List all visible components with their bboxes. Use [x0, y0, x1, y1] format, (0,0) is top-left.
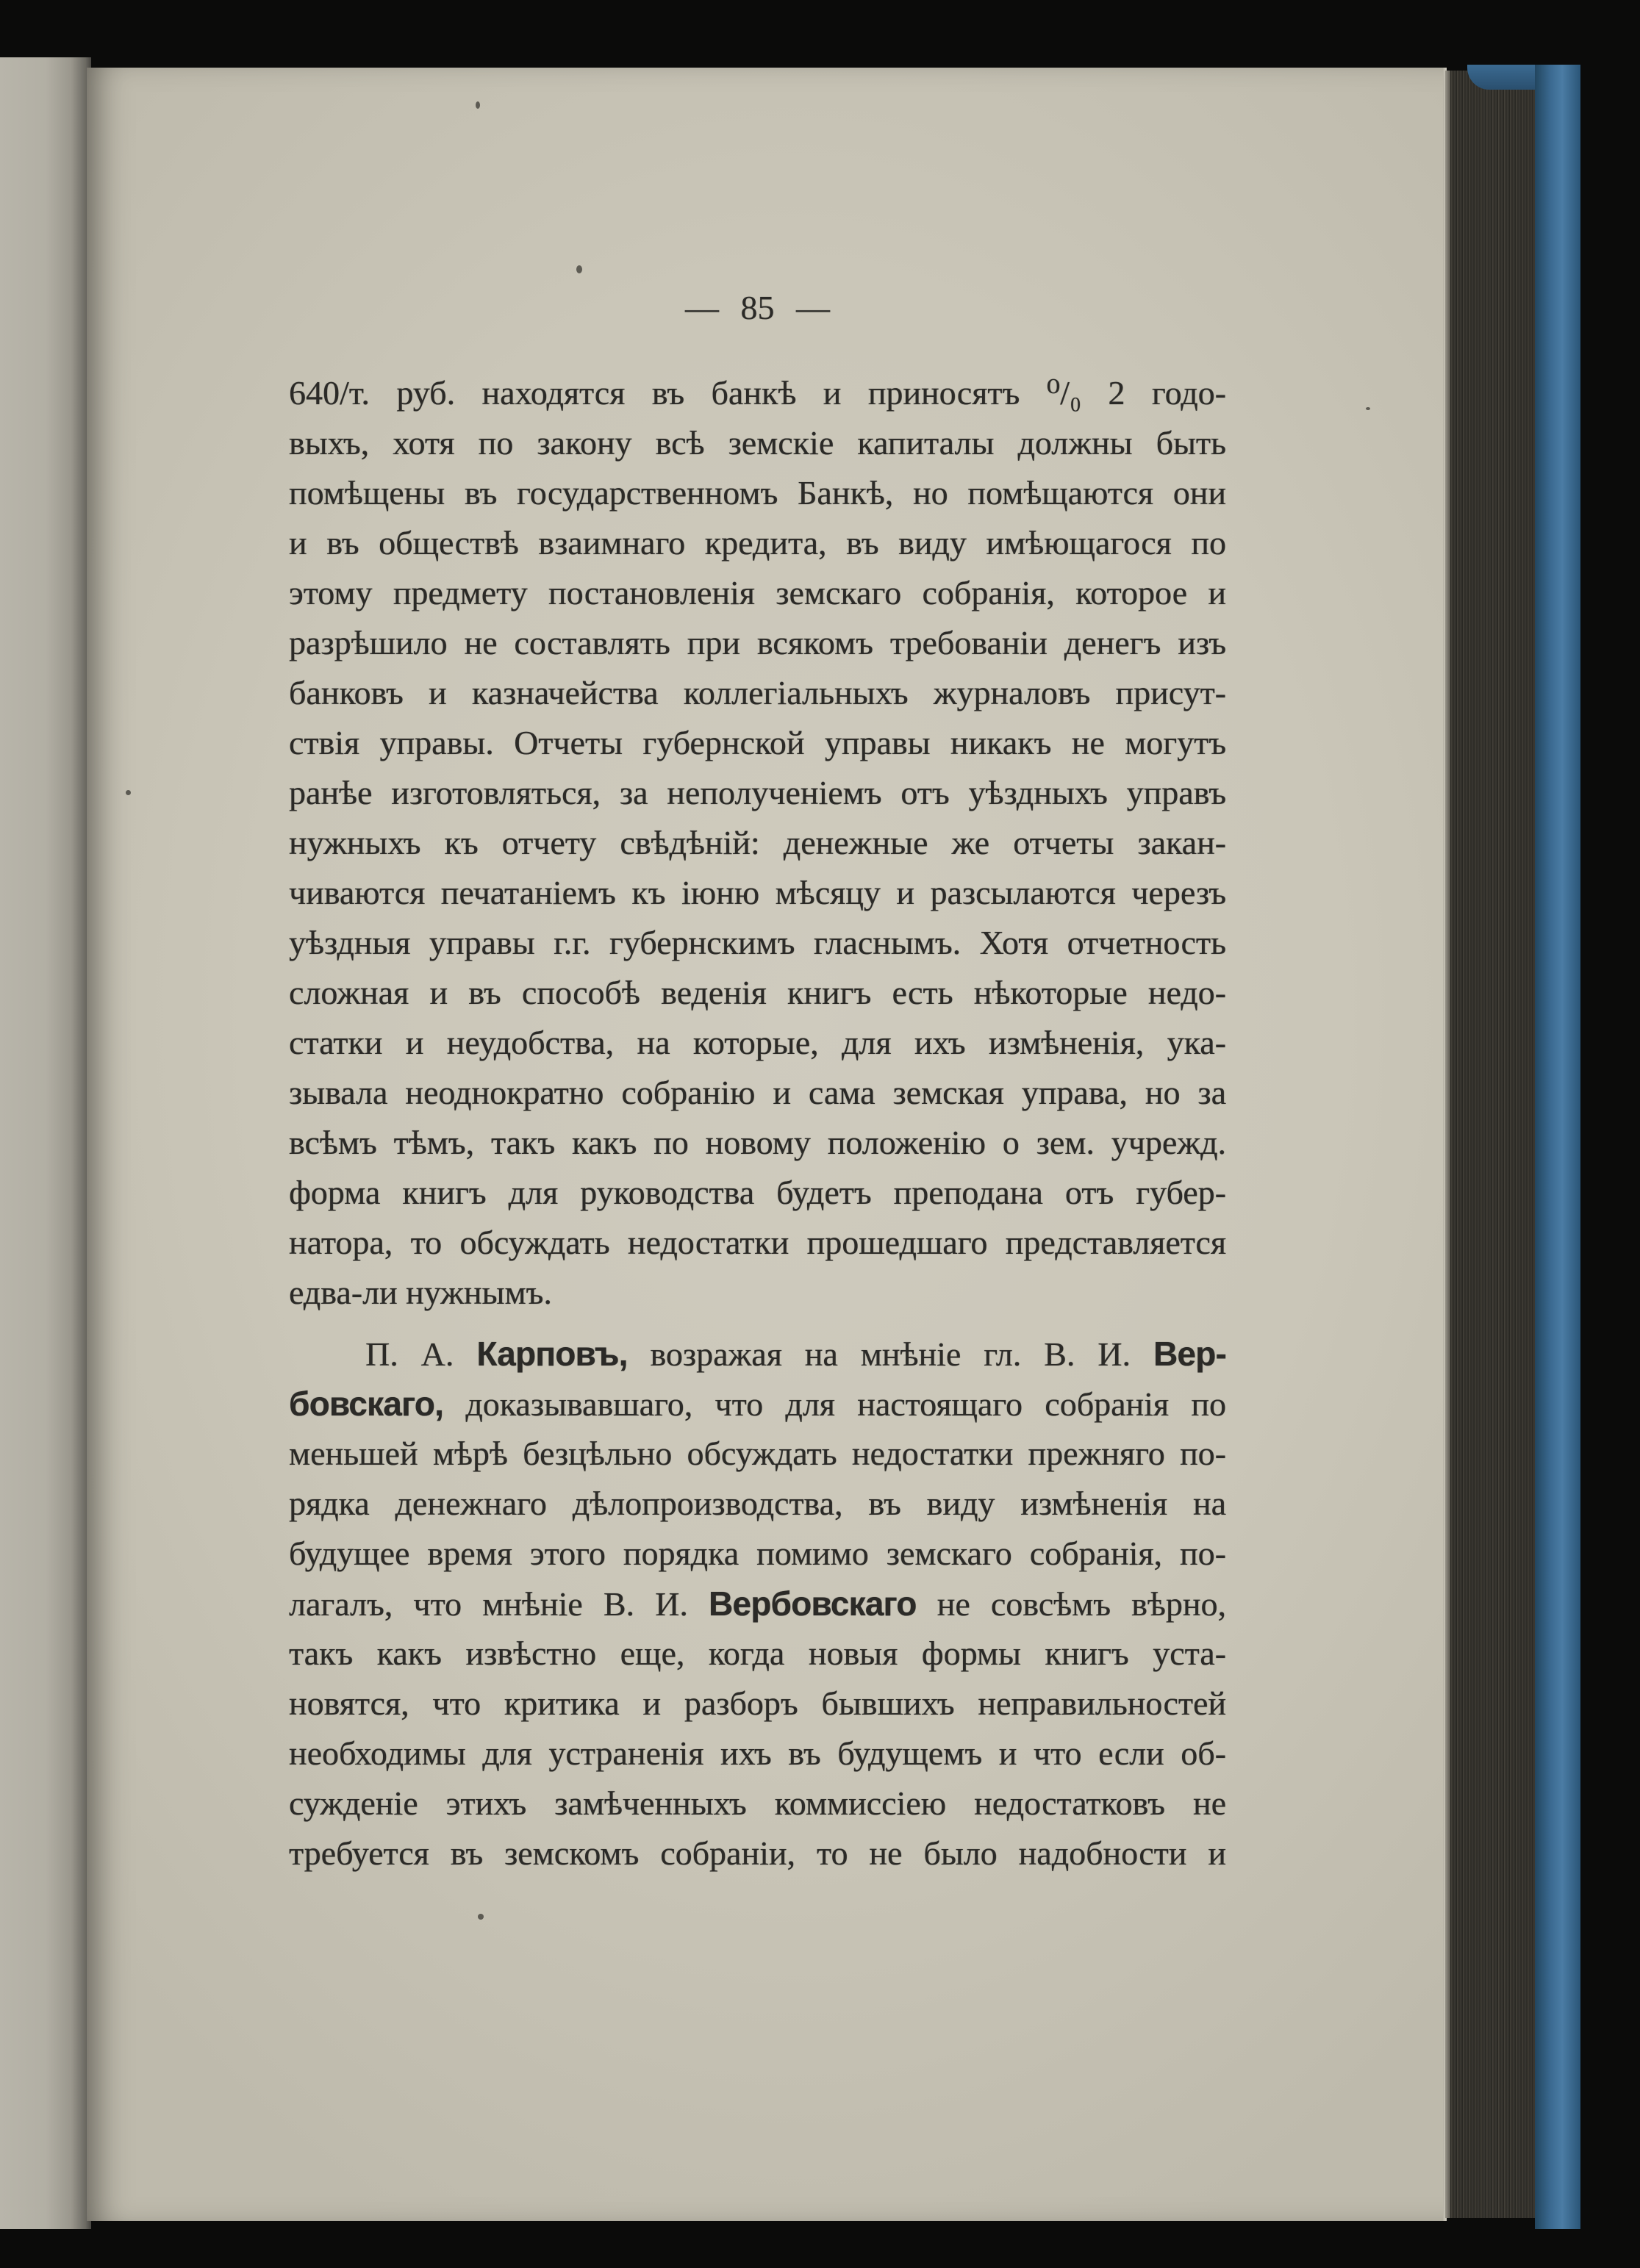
paragraph-1: [289, 368, 1226, 1318]
text-line: [289, 1379, 1226, 1429]
text-line: необходимы для устраненія ихъ въ будущемъ и что если об-: [289, 1734, 1226, 1772]
text-line: [289, 1329, 1226, 1379]
book-cover-edge: [1535, 65, 1580, 2229]
person-name: Вербовскаго: [709, 1585, 917, 1623]
text-segment: лагалъ, что мнѣніе В. И.: [289, 1585, 709, 1623]
text-line: натора, то обсуждать недостатки прошедшаго представляется: [289, 1224, 1226, 1261]
text-line: меньшей мѣрѣ безцѣльно обсуждать недостатки прежняго по-: [289, 1435, 1226, 1472]
body-text: [289, 368, 1226, 1878]
text-line: всѣмъ тѣмъ, такъ какъ по новому положенію о зем. учрежд.: [289, 1124, 1226, 1161]
ink-speck: [126, 790, 131, 795]
text-line: ствія управы. Отчеты губернской управы никакъ не могутъ: [289, 724, 1226, 761]
text-line: сложная и въ способѣ веденія книгъ есть нѣкоторые недо-: [289, 974, 1226, 1011]
text-line: чиваются печатаніемъ къ іюню мѣсяцу и разсылаются черезъ: [289, 874, 1226, 911]
text-line: 640/т. руб. находятся въ банкѣ и приносятъ ⁰/₀ 2 годо-: [289, 374, 1226, 412]
text-line: разрѣшило не составлять при всякомъ требованіи денегъ изъ: [289, 624, 1226, 661]
text-line: помѣщены въ государственномъ Банкѣ, но помѣщаются они: [289, 474, 1226, 512]
speaker-name: Карповъ,: [476, 1335, 628, 1373]
text-line: будущее время этого порядка помимо земскаго собранія, по-: [289, 1535, 1226, 1572]
text-line: [289, 1579, 1226, 1629]
person-name: бовскаго,: [289, 1385, 444, 1423]
text-line: банковъ и казначейства коллегіальныхъ журналовъ присут-: [289, 674, 1226, 711]
text-segment: доказывавшаго, что для настоящаго собранія по: [443, 1385, 1226, 1423]
text-line: новятся, что критика и разборъ бывшихъ неправильностей: [289, 1684, 1226, 1722]
text-segment: не совсѣмъ вѣрно,: [916, 1585, 1226, 1623]
text-line: статки и неудобства, на которые, для ихъ измѣненія, ука-: [289, 1024, 1226, 1061]
ink-speck: [1366, 407, 1370, 410]
text-line: зывала неоднократно собранію и сама земская управа, но за: [289, 1074, 1226, 1111]
book-page: [87, 68, 1447, 2221]
person-name: Вер-: [1153, 1335, 1226, 1373]
text-line: требуется въ земскомъ собраніи, то не было надобности и: [289, 1834, 1226, 1872]
facing-page-edge: [0, 57, 91, 2229]
text-line: уѣздныя управы г.г. губернскимъ гласнымъ. Хотя отчетность: [289, 924, 1226, 961]
text-line: ранѣе изготовляться, за неполученіемъ отъ уѣздныхъ управъ: [289, 774, 1226, 811]
paragraph-2: [289, 1329, 1226, 1878]
text-line: рядка денежнаго дѣлопроизводства, въ виду измѣненія на: [289, 1485, 1226, 1522]
text-line: сужденіе этихъ замѣченныхъ коммиссіею недостатковъ не: [289, 1784, 1226, 1822]
text-line: выхъ, хотя по закону всѣ земскіе капиталы должны быть: [289, 424, 1226, 462]
text-segment: возражая на мнѣніе гл. В. И.: [627, 1335, 1153, 1373]
text-line: форма книгъ для руководства будетъ преподана отъ губер-: [289, 1174, 1226, 1211]
page-block-edges: [1445, 71, 1536, 2218]
text-line: едва-ли нужнымъ.: [289, 1274, 552, 1311]
text-line: и въ обществѣ взаимнаго кредита, въ виду имѣющагося по: [289, 524, 1226, 561]
text-segment: П. А.: [365, 1335, 477, 1373]
text-line: такъ какъ извѣстно еще, когда новыя формы книгъ уста-: [289, 1634, 1226, 1672]
text-line: этому предмету постановленія земскаго собранія, которое и: [289, 574, 1226, 611]
ink-speck: [476, 101, 480, 109]
page-number: — 85 —: [685, 289, 830, 326]
ink-speck: [576, 265, 582, 273]
ink-speck: [478, 1914, 484, 1920]
text-line: нужныхъ къ отчету свѣдѣній: денежные же отчеты закан-: [289, 824, 1226, 861]
